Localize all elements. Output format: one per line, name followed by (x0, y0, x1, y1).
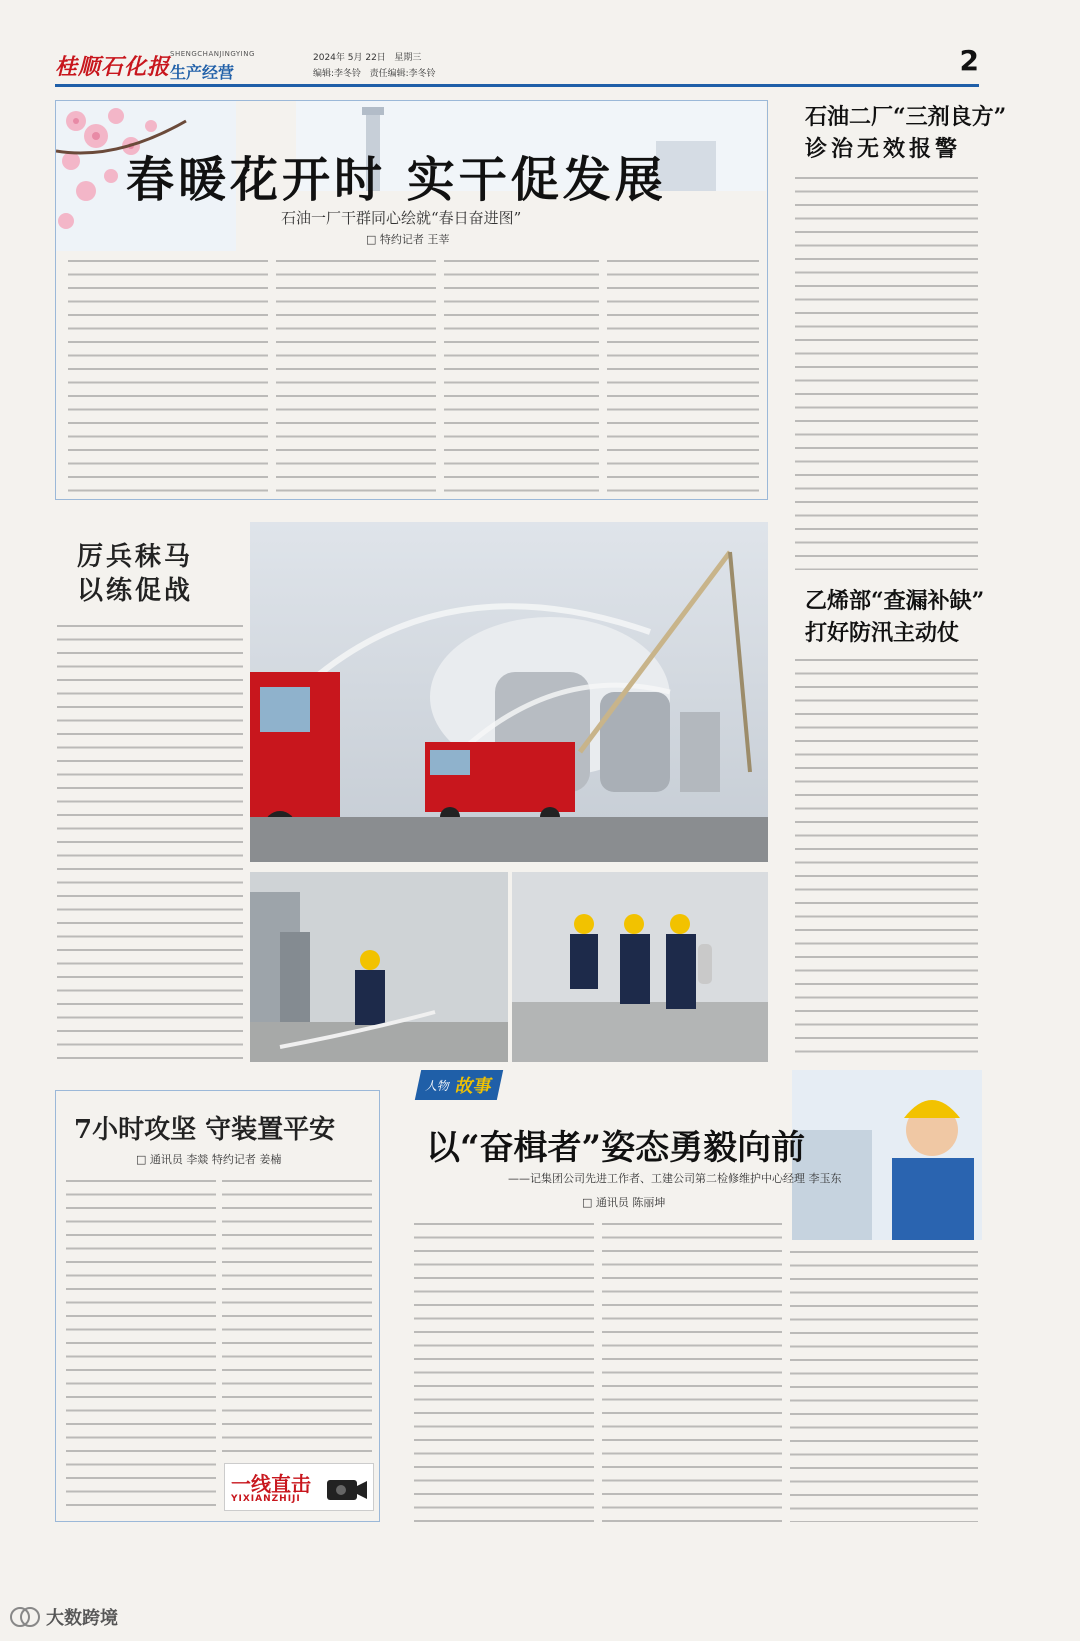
masthead (55, 40, 979, 88)
section-pinyin: SHENGCHANJINGYING (170, 50, 255, 58)
promo-title: 一线直击 (231, 1472, 311, 1496)
article-body (276, 253, 436, 493)
top-story-headline: 春暖花开时 实干促发展 (126, 152, 667, 208)
right-column (790, 100, 1007, 1060)
article-headline: 以练促战 (77, 576, 194, 606)
issue-date (313, 50, 421, 63)
article-headline: 打好防汛主动仗 (805, 620, 960, 646)
left-bottom-article (55, 1090, 380, 1522)
article-body (66, 1173, 216, 1513)
editor: 编辑:李冬铃 (313, 69, 362, 79)
drill-article (55, 530, 245, 1070)
article-body (57, 618, 243, 1063)
top-story-byline: □ 特约记者 王莘 (366, 233, 450, 246)
article-body (607, 253, 759, 493)
video-camera-icon (325, 1472, 369, 1504)
article-body (795, 170, 978, 570)
article-byline: □ 通讯员 李燚 特约记者 姜楠 (136, 1153, 282, 1166)
promo-subtitle: YIXIANZHIJI (231, 1494, 301, 1504)
feature-article (412, 1070, 982, 1530)
top-story (55, 100, 768, 500)
newspaper-logo: 桂顺石化报 (55, 54, 171, 80)
feature-subtitle: ——记集团公司先进工作者、工建公司第二检修维护中心经理 李玉东 (508, 1172, 842, 1185)
fire-drill-photo (250, 522, 768, 862)
date: 2024年 5月 22日 (313, 53, 386, 63)
tag-story: 故事 (453, 1076, 494, 1097)
firefighter-hose-photo (250, 872, 508, 1062)
promo-badge (224, 1463, 374, 1511)
tag-person: 人物 (424, 1079, 452, 1093)
page-number: 2 (959, 44, 979, 77)
watermark-logo-icon (8, 1602, 42, 1632)
editors (313, 66, 436, 79)
firefighters-photo (512, 872, 768, 1062)
article-body (68, 253, 268, 493)
article-headline: 诊治无效报警 (805, 136, 962, 162)
article-body (444, 253, 599, 493)
article-body (790, 1244, 978, 1522)
feature-byline: □ 通讯员 陈丽坤 (582, 1196, 666, 1209)
masthead-rule (55, 84, 979, 87)
article-headline: 7小时攻坚 守装置平安 (74, 1115, 336, 1145)
engineer-photo (792, 1070, 982, 1240)
article-body (414, 1216, 594, 1522)
article-body (602, 1216, 782, 1522)
weekday: 星期三 (394, 53, 422, 63)
top-story-subtitle: 石油一厂干群同心绘就“春日奋进图” (281, 209, 522, 227)
watermark (8, 1600, 118, 1634)
feature-headline: 以“奋楫者”姿态勇毅向前 (426, 1128, 806, 1168)
article-headline: 乙烯部“查漏补缺” (805, 588, 985, 614)
watermark-text: 大数跨境 (46, 1608, 118, 1629)
article-body (222, 1173, 372, 1453)
proof-editor: 责任编辑:李冬铃 (369, 69, 436, 79)
feature-tag (415, 1070, 503, 1100)
article-headline: 厉兵秣马 (77, 542, 194, 572)
article-body (795, 652, 978, 1060)
section-title: 生产经营 (170, 63, 235, 82)
article-headline: 石油二厂“三剂良方” (805, 104, 1007, 130)
